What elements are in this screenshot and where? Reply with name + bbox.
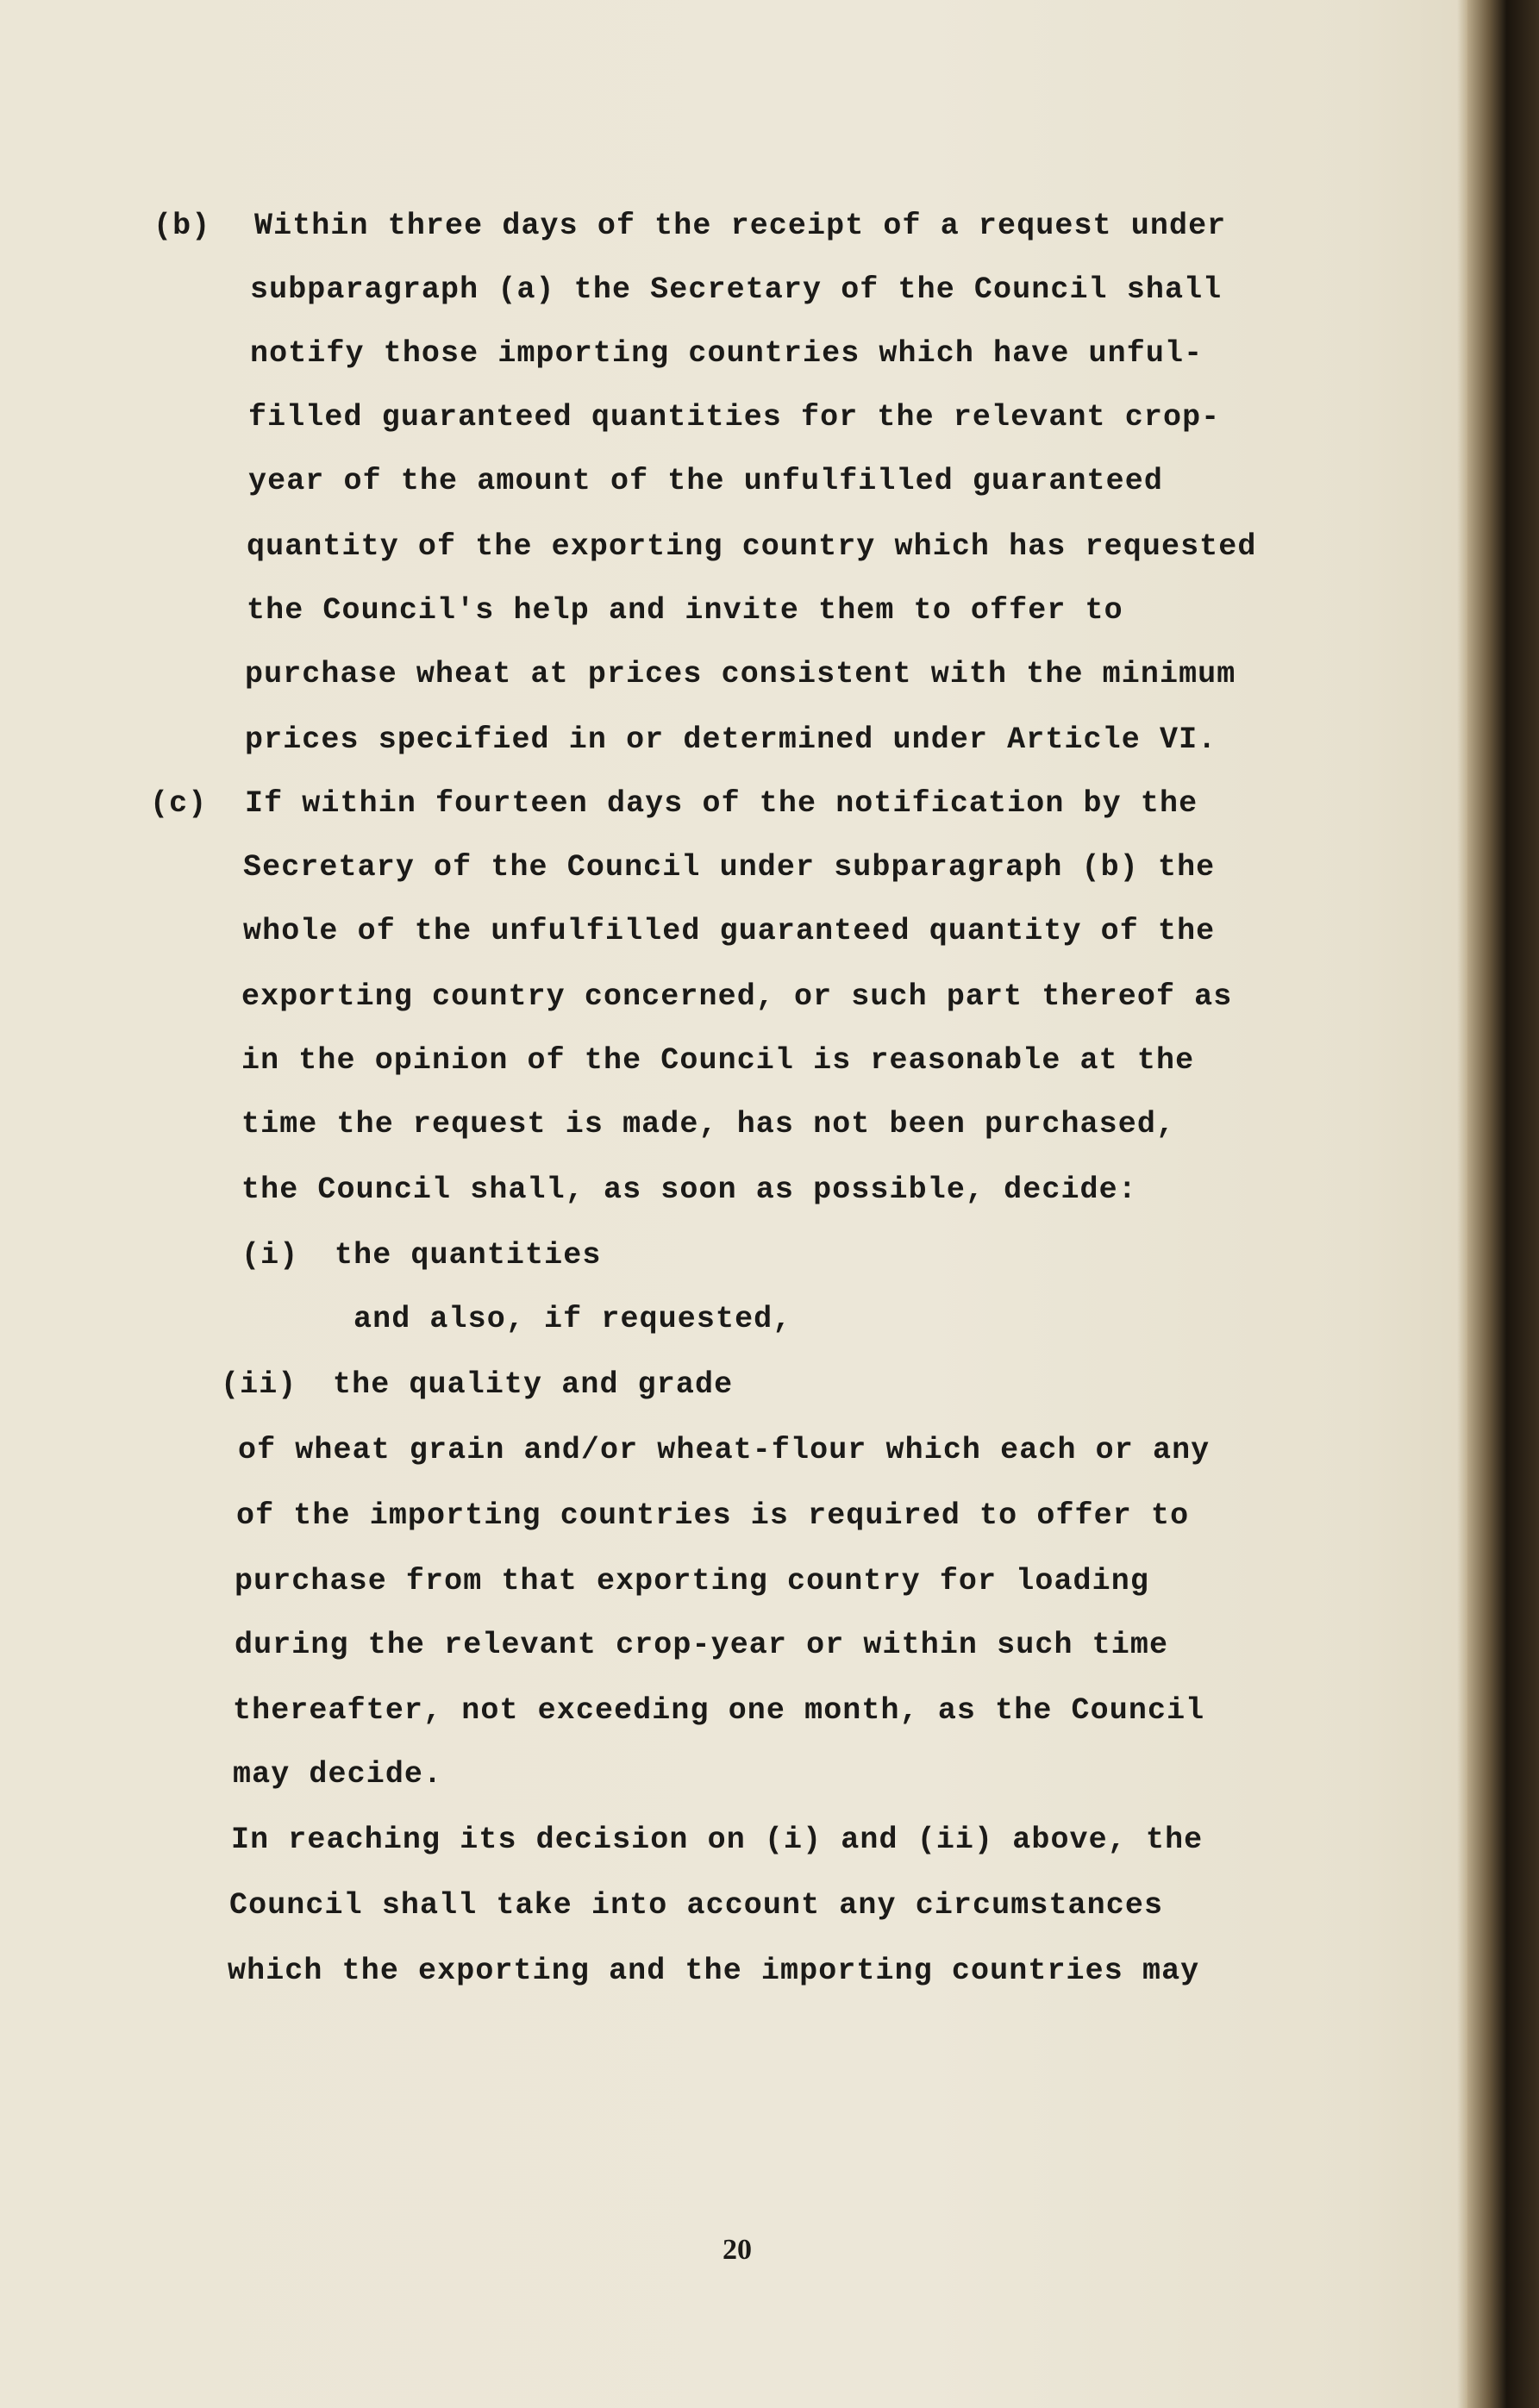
paragraph-c-line-5: in the opinion of the Council is reasonable at the — [241, 1043, 1195, 1078]
paragraph-c-line-1: If within fourteen days of the notification by the — [245, 786, 1198, 821]
continuation-line-6: may decide. — [233, 1757, 443, 1792]
item-i-label: (i) — [241, 1238, 299, 1273]
paragraph-c-line-4: exporting country concerned, or such part thereof as — [241, 979, 1233, 1014]
page-number: 20 — [723, 2234, 752, 2266]
connector-text: and also, if requested, — [353, 1302, 792, 1336]
continuation-line-3: purchase from that exporting country for loading — [235, 1564, 1149, 1598]
paragraph-b-line-6: quantity of the exporting country which has requested — [247, 529, 1257, 564]
item-ii-label: (ii) — [221, 1367, 297, 1402]
paragraph-c-line-7: the Council shall, as soon as possible, decide: — [241, 1173, 1137, 1207]
paragraph-b-label: (b) — [153, 209, 211, 243]
paragraph-b-line-9: prices specified in or determined under Article VI. — [245, 722, 1217, 757]
item-ii-text: the quality and grade — [333, 1367, 734, 1402]
continuation-line-1: of wheat grain and/or wheat-flour which each or any — [238, 1433, 1211, 1467]
closing-line-2: Council shall take into account any circumstances — [229, 1888, 1164, 1923]
paragraph-c-line-2: Secretary of the Council under subparagraph (b) the — [243, 850, 1216, 885]
continuation-line-2: of the importing countries is required to offer to — [236, 1498, 1190, 1533]
continuation-line-4: during the relevant crop-year or within such time — [235, 1628, 1169, 1662]
paragraph-b-line-7: the Council's help and invite them to offer to — [247, 593, 1123, 628]
paragraph-c-line-6: time the request is made, has not been purchased, — [241, 1107, 1176, 1141]
book-spine — [1467, 0, 1539, 2408]
closing-line-3: which the exporting and the importing countries may — [228, 1954, 1200, 1988]
paragraph-b-line-1: Within three days of the receipt of a request under — [254, 209, 1227, 243]
paragraph-b-line-4: filled guaranteed quantities for the relevant crop- — [248, 400, 1221, 435]
paragraph-b-line-8: purchase wheat at prices consistent with the minimum — [245, 657, 1236, 691]
paragraph-b-line-3: notify those importing countries which have unful- — [250, 336, 1204, 371]
continuation-line-5: thereafter, not exceeding one month, as the Council — [233, 1693, 1205, 1728]
item-i-text: the quantities — [335, 1238, 602, 1273]
paragraph-b-line-2: subparagraph (a) the Secretary of the Council shall — [250, 272, 1223, 307]
closing-line-1: In reaching its decision on (i) and (ii) above, the — [231, 1823, 1204, 1857]
paragraph-b-line-5: year of the amount of the unfulfilled guaranteed — [248, 464, 1163, 498]
paragraph-c-line-3: whole of the unfulfilled guaranteed quantity of the — [243, 914, 1216, 948]
paragraph-c-label: (c) — [150, 786, 208, 821]
